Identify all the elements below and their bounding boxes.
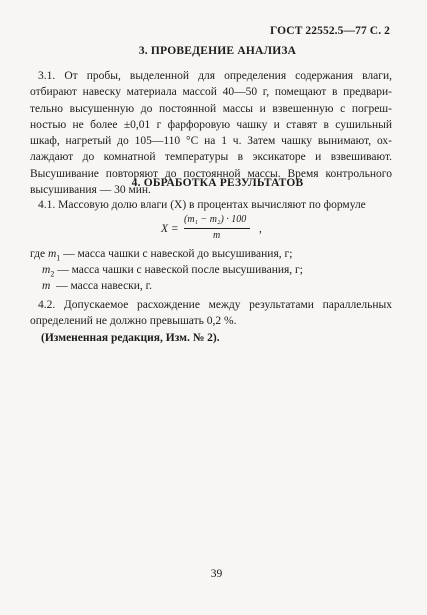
paragraph-line: высушивания — 30 мин. <box>30 184 151 197</box>
formula-denominator: m <box>213 230 221 241</box>
definition-m2 <box>42 264 303 278</box>
paragraph-line: лаждают до комнатной температуры в эксикаторе и взвешивают. <box>30 151 392 164</box>
paragraph-line: определений не должно превышать 0,2 %. <box>30 315 237 328</box>
definition-m1 <box>30 248 292 262</box>
paragraph-line: отбирают навеску материала массой 40—50 г, помещают в предвари- <box>30 86 392 99</box>
section-4-title: 4. ОБРАБОТКА РЕЗУЛЬТАТОВ <box>131 177 304 189</box>
paragraph-line: Высушивание повторяют до постоянной массы. Время контрольного <box>30 167 392 180</box>
definition-symbol: $m_1$ <box>47 248 61 263</box>
definition-symbol: m <box>42 280 51 292</box>
section-3-title: 3. ПРОВЕДЕНИЕ АНАЛИЗА <box>138 45 297 57</box>
definition-prefix: где <box>30 248 48 260</box>
paragraph-line: тельно высушенную до постоянной массы и взвешенную с погреш- <box>30 102 392 115</box>
formula-lhs: X = <box>161 223 179 235</box>
page-number: 39 <box>210 568 223 580</box>
definition-text: — масса навески, г. <box>50 280 152 292</box>
fraction-bar <box>184 228 250 229</box>
formula-trailing-comma: , <box>259 223 262 235</box>
paragraph-line: 3.1. От пробы, выделенной для определения содержания влаги, <box>38 70 392 82</box>
paragraph-line: ностью не более ±0,01 г фарфоровую чашку и ставят в сушильный <box>30 118 392 131</box>
paragraph-4-2 <box>30 297 392 330</box>
definition-text: — масса чашки с навеской после высушивания, г; <box>54 264 303 276</box>
page-header: ГОСТ 22552.5—77 С. 2 <box>269 25 390 37</box>
paragraph-line: 4.2. Допускаемое расхождение между результатами параллельных <box>38 299 392 311</box>
formula-numerator: (m₁ − m₂) · 100 <box>184 214 247 225</box>
paragraph-line: шкаф, нагретый до 105—110 °С на 1 ч. Затем чашку вынимают, ох- <box>30 135 392 148</box>
edit-note: (Измененная редакция, Изм. № 2). <box>41 332 220 344</box>
definition-symbol: $m_2$ <box>42 264 55 279</box>
paragraph-4-1: 4.1. Массовую долю влаги (X) в процентах вычисляют по формуле <box>38 199 366 211</box>
definition-m <box>42 280 152 292</box>
definition-text: — масса чашки с навеской до высушивания, г; <box>60 248 293 260</box>
